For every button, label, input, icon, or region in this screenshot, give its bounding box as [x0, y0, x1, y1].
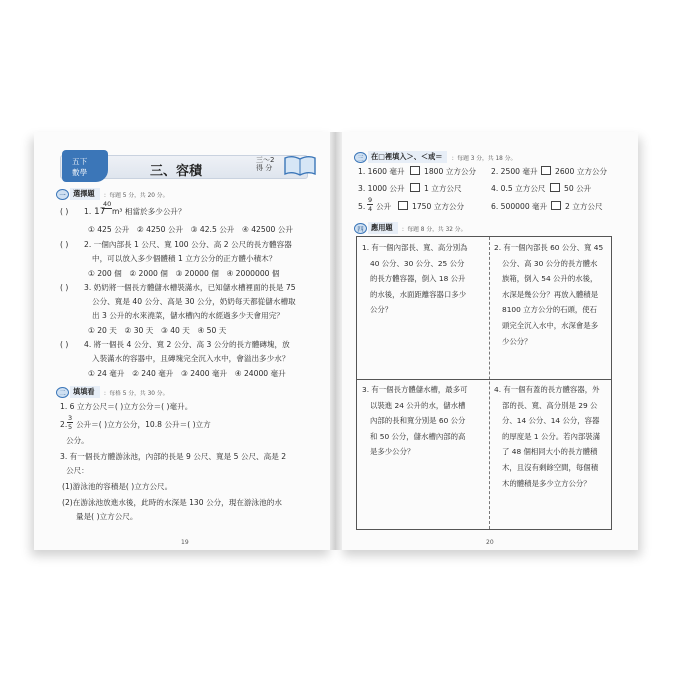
- section-scoring: ：每格 5 分，共 30 分。: [103, 390, 169, 397]
- problem-line: 3. 有一個長方體儲水槽，最多可: [362, 385, 468, 394]
- fill-question-3-part2: (2)在游泳池放進水後，此時的水深是 130 公分，現在游泳池的水: [62, 498, 282, 507]
- compare-answer-box[interactable]: [551, 201, 561, 210]
- word-problem-1[interactable]: [362, 240, 490, 318]
- problem-line: 公分、高 30 公分的長方體水: [502, 258, 598, 268]
- section-word-problems: [354, 222, 466, 234]
- problem-line: 的水後，水面距離容器口多少: [370, 289, 467, 299]
- section-number: 二: [56, 387, 69, 398]
- problem-line: 和 50 公分，儲水槽內部的高: [370, 431, 466, 441]
- answer-paren[interactable]: ( ): [60, 283, 69, 292]
- question-options: ① 20 天 ② 30 天 ③ 40 天 ④ 50 天: [88, 326, 227, 335]
- section-label: 應用題: [368, 222, 398, 234]
- answer-paren[interactable]: ( ): [60, 340, 69, 349]
- section-fill-in: [56, 386, 168, 398]
- fill-question-3-part1[interactable]: (1)游泳池的容積是( )立方公尺。: [62, 482, 173, 491]
- section-compare: [354, 151, 516, 163]
- score-label: 得 分: [256, 163, 273, 172]
- question-line: 中，可以放入多少個體積 1 立方公分的正方體小積木？: [92, 254, 277, 263]
- question-line: 公分、寬是 40 公分、高是 30 公分，奶奶每天都從儲水槽取: [92, 297, 296, 306]
- compare-answer-box[interactable]: [410, 166, 420, 175]
- section-number: 四: [354, 223, 367, 234]
- problem-line: 以裝進 24 公升的水，儲水槽: [370, 400, 466, 410]
- problem-line: 公分？: [370, 305, 393, 315]
- section-scoring: ：每題 3 分，共 18 分。: [451, 155, 517, 162]
- book-gutter: [330, 132, 342, 550]
- badge-grade: 五下: [72, 157, 88, 166]
- compare-answer-box[interactable]: [398, 201, 408, 210]
- fraction-numerator: 4: [368, 205, 373, 213]
- compare-right-value: 1800 立方公分: [424, 167, 477, 176]
- problem-line: 分、14 公分、14 公分，容器: [502, 416, 600, 426]
- open-book-icon: [283, 153, 317, 177]
- compare-left-unit: 公升: [376, 202, 392, 211]
- question-line: 2. 一個內部長 1 公尺、寬 100 公分、高 2 公尺的長方體容器: [84, 240, 292, 249]
- section-multiple-choice: [56, 188, 168, 200]
- section-label: 填填看: [70, 386, 100, 398]
- grade-subject-badge: [62, 150, 108, 182]
- section-label: 在□裡填入＞、＜或＝: [368, 151, 447, 163]
- compare-right-value: 2600 立方公分: [555, 167, 608, 176]
- word-problem-2[interactable]: [494, 240, 612, 349]
- fill-question-2[interactable]: 公升＝( )立方公分，10.8 公升＝( )立方: [76, 420, 211, 429]
- fill-question-2-cont: 公分。: [66, 436, 89, 445]
- compare-left-value: 5.: [358, 202, 366, 211]
- problem-line: 木，且沒有剩餘空間，每個積: [502, 462, 599, 472]
- problem-line: 部的長、寬、高分別是 29 公: [502, 400, 598, 410]
- fraction-whole: 9: [368, 196, 373, 204]
- page-number-left: 19: [181, 539, 189, 546]
- compare-left-value: 2. 2500 毫升: [491, 167, 538, 176]
- question-text: m³ 相當於多少公升？: [112, 207, 186, 216]
- fill-question-1[interactable]: 1. 6 立方公尺＝( )立方公分＝( )毫升。: [60, 402, 193, 411]
- compare-left-value: 3. 1000 公升: [358, 184, 405, 193]
- compare-left-value: 6. 500000 毫升: [491, 202, 548, 211]
- problem-line: 是多少公分？: [370, 447, 415, 457]
- section-number: 一: [56, 189, 69, 200]
- fraction-denominator: 5: [68, 423, 73, 431]
- question-line: 3. 奶奶將一個長方體儲水槽裝滿水，已知儲水槽裡面的長是 75: [84, 283, 296, 292]
- fill-question-3-part2-cont[interactable]: 量是( )立方公尺。: [76, 512, 138, 521]
- problem-line: 2. 有一個內部長 60 公分、寬 45: [494, 243, 604, 252]
- compare-right-value: 50 公升: [564, 184, 592, 193]
- problem-line: 1. 有一個內部長、寬、高分別為: [362, 243, 468, 252]
- answer-paren[interactable]: ( ): [60, 207, 69, 216]
- problem-line: 的厚度是 1 公分。若內部裝滿: [502, 431, 601, 441]
- problem-line: 族箱，倒入 54 公升的水後，: [502, 274, 598, 284]
- compare-left-value: 1. 1600 毫升: [358, 167, 405, 176]
- question-line: 4. 將一個長 4 公分、寬 2 公分、高 3 公分的長方體磚塊，放: [84, 340, 290, 349]
- problem-line: 4. 有一個有蓋的長方體容器，外: [494, 385, 600, 394]
- fraction-whole: 17: [94, 207, 106, 217]
- problem-line: 8100 立方公分的石頭，使石: [502, 305, 598, 315]
- badge-subject: 數學: [72, 168, 88, 177]
- score-unit-label: 三～2: [256, 156, 275, 164]
- word-problem-3[interactable]: [362, 382, 490, 460]
- compare-right-value: 1 立方公尺: [424, 184, 462, 193]
- score-box: [256, 157, 274, 172]
- problem-line: 了 48 個相同大小的長方體積: [502, 447, 598, 457]
- compare-right-value: 2 立方公尺: [565, 202, 603, 211]
- question-options: ① 425 公升 ② 4250 公升 ③ 42.5 公升 ④ 42500 公升: [88, 225, 293, 234]
- compare-right-value: 1750 立方公分: [412, 202, 465, 211]
- fraction-bar: [102, 208, 112, 209]
- section-number: 三: [354, 152, 367, 163]
- question-number: 2.: [60, 420, 68, 429]
- compare-answer-box[interactable]: [550, 183, 560, 192]
- problem-line: 水深是幾公分？再放入體積是: [502, 289, 599, 299]
- problem-line: 少公分？: [502, 336, 532, 346]
- fraction-numerator: 40: [103, 200, 112, 208]
- question-line: 出 3 公升的水來澆菜，儲水槽內的水經過多少天會用完？: [92, 311, 284, 320]
- question-line: 入裝滿水的容器中，且磚塊完全沉入水中，會溢出多少水？: [92, 354, 290, 363]
- question-options: ① 200 個 ② 2000 個 ③ 20000 個 ④ 2000000 個: [88, 269, 280, 278]
- compare-answer-box[interactable]: [541, 166, 551, 175]
- question-options: ① 24 毫升 ② 240 毫升 ③ 2400 毫升 ④ 24000 毫升: [88, 369, 286, 378]
- problem-line: 木的體積是多少立方公分？: [502, 478, 591, 488]
- grid-horizontal-divider: [357, 379, 611, 380]
- problem-line: 內部的長和寬分別是 60 公分: [370, 416, 466, 426]
- fill-question-3: 3. 有一個長方體游泳池，內部的長是 9 公尺、寬是 5 公尺、高是 2: [60, 452, 287, 461]
- problem-line: 頭完全沉入水中，水深會是多: [502, 320, 599, 330]
- section-label: 選擇題: [70, 188, 100, 200]
- compare-left-value: 4. 0.5 立方公尺: [491, 184, 546, 193]
- answer-paren[interactable]: ( ): [60, 240, 69, 249]
- compare-answer-box[interactable]: [410, 183, 420, 192]
- section-scoring: ：每題 8 分，共 32 分。: [401, 226, 467, 233]
- chapter-title: 三、容積: [150, 164, 203, 179]
- word-problem-4[interactable]: [494, 382, 612, 491]
- problem-line: 40 公分、30 公分、25 公分: [370, 258, 465, 268]
- fraction-numerator: 3: [68, 414, 73, 422]
- problem-line: 的長方體容器，倒入 18 公升: [370, 274, 466, 284]
- page-number-right: 20: [486, 539, 494, 546]
- section-scoring: ：每題 5 分，共 20 分。: [103, 192, 169, 199]
- question-number: 1.: [84, 207, 92, 216]
- fill-question-3-cont: 公尺：: [66, 466, 89, 475]
